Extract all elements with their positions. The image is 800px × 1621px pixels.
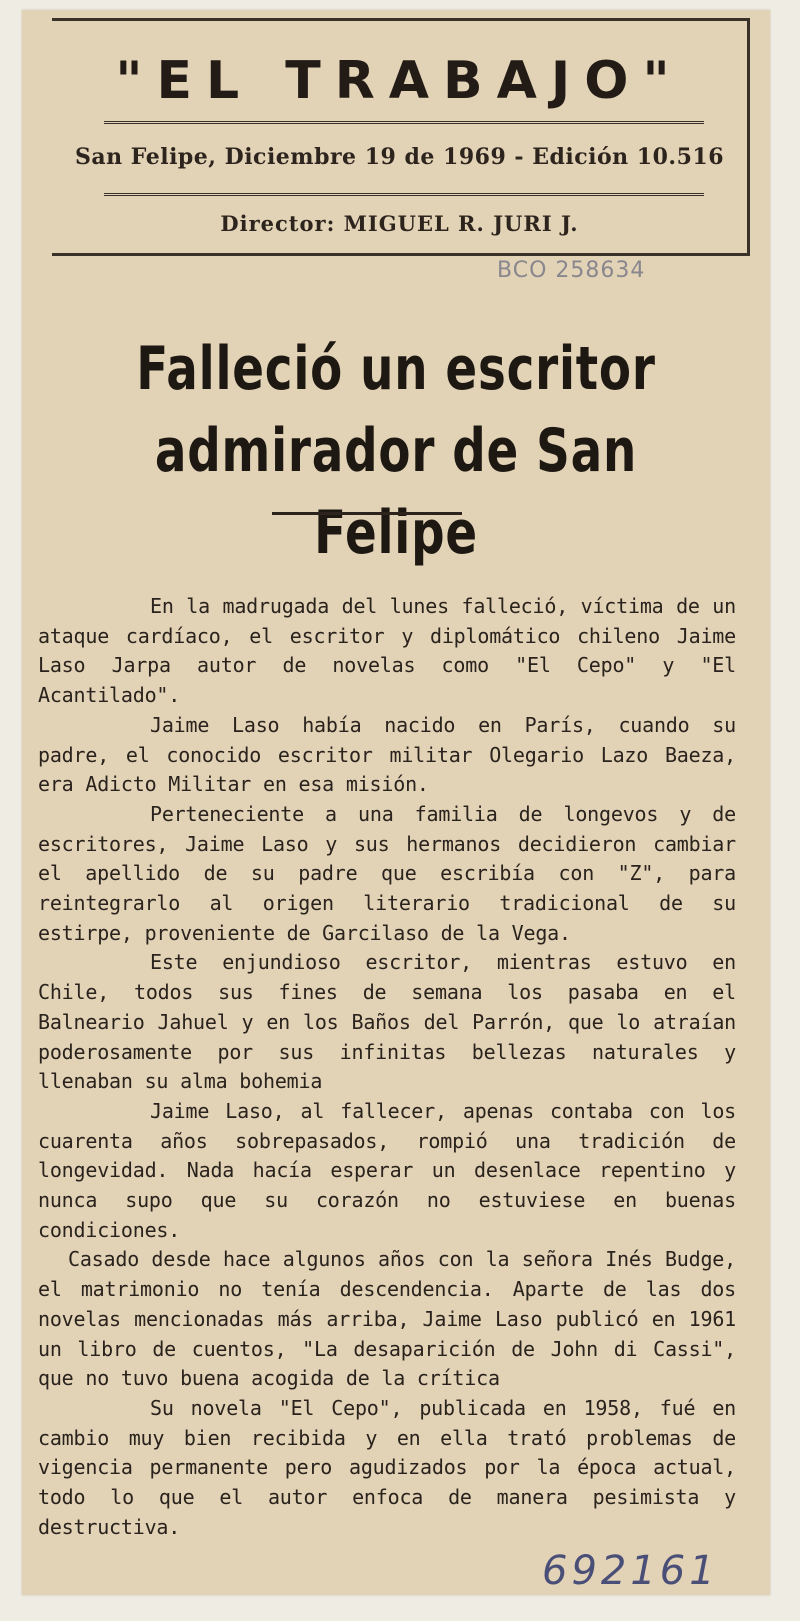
- newspaper-clipping: [22, 10, 770, 1595]
- masthead-rule-bottom: [104, 193, 704, 196]
- article-paragraph: En la madrugada del lunes falleció, víctima de un ataque cardíaco, el escritor y diplomático chileno Jaime Laso Jarpa autor de novelas como "El Cepo" y "El Acantilado".: [38, 594, 736, 708]
- article-paragraph: Perteneciente a una familia de longevos y de escritores, Jaime Laso y sus hermanos decidieron cambiar el apellido de su padre que escribía con "Z", para reintegrarlo al origen literario tradicional de su estirpe, proveniente de Garcilaso de la Vega.: [38, 801, 736, 945]
- article-paragraph: Jaime Laso, al fallecer, apenas contaba con los cuarenta años sobrepasados, rompió una tradición de longevidad. Nada hacía esperar un desenlace repentino y nunca supo que su corazón no estuviese en buenas condiciones.: [38, 1098, 736, 1242]
- article-paragraph: Jaime Laso había nacido en París, cuando su padre, el conocido escritor militar Olegario Lazo Baeza, era Adicto Militar en esa misión.: [38, 712, 736, 797]
- newspaper-name: "EL TRABAJO": [115, 51, 684, 111]
- article-paragraph: Este enjundioso escritor, mientras estuvo en Chile, todos sus fines de semana los pasaba en el Balneario Jahuel y en los Baños del Parrón, que lo atraían poderosamente por sus infinitas bellezas naturales y llenaban su alma bohemia: [38, 950, 736, 1094]
- masthead-rule-top: [104, 121, 704, 124]
- article-body: [38, 592, 736, 1543]
- handwritten-catalog-number: 692161: [542, 1548, 719, 1594]
- article-paragraph: Casado desde hace algunos años con la señora Inés Budge, el matrimonio no tenía descendencia. Aparte de las dos novelas mencionadas más arriba, Jaime Laso publicó en 1961 un libro de cuentos, "La desaparición de John di Cassi", que no tuvo buena acogida de la crítica: [38, 1247, 736, 1391]
- headline-divider: [272, 512, 462, 515]
- dateline: San Felipe, Diciembre 19 de 1969 - Edición 10.516: [75, 144, 724, 170]
- masthead: [52, 18, 750, 256]
- article-headline: Falleció un escritor admirador de San Felipe: [136, 334, 656, 568]
- director-line: Director: MIGUEL R. JURI J.: [220, 211, 579, 236]
- archive-stamp: BCO 258634: [497, 258, 646, 283]
- article-paragraph: Su novela "El Cepo", publicada en 1958, fué en cambio muy bien recibida y en ella trató problemas de vigencia permanente pero agudizados por la época actual, todo lo que el autor enfoca de manera pesimista y destructiva.: [38, 1395, 736, 1539]
